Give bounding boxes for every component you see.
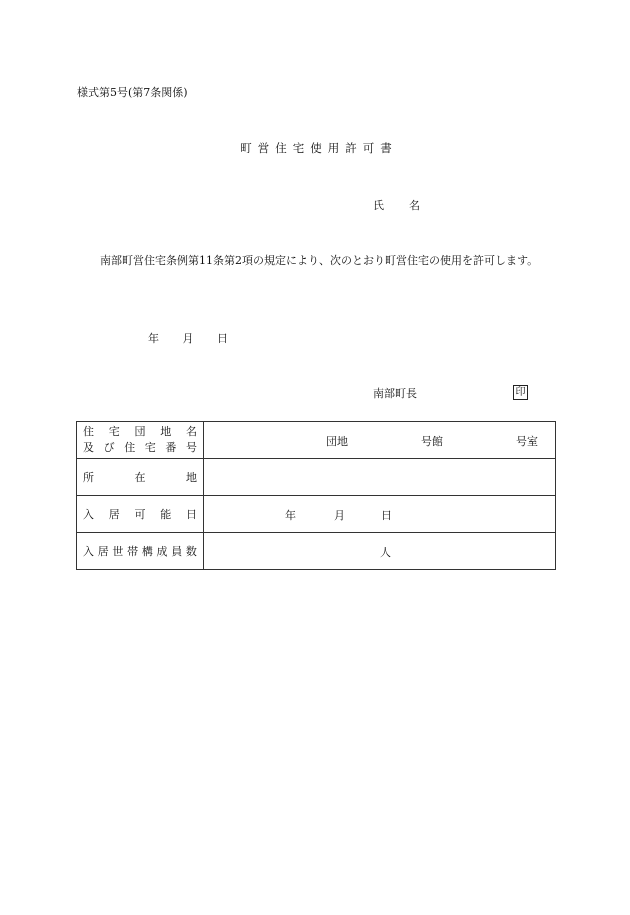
permit-info-table	[76, 421, 556, 570]
table-row	[77, 459, 556, 496]
label-char: 構	[141, 545, 153, 558]
household-label-cell	[77, 533, 204, 570]
household-label	[83, 543, 197, 559]
label-char: 可	[134, 508, 146, 521]
label-char: び	[103, 441, 115, 454]
label-char: 住	[83, 425, 94, 438]
move-in-date-label	[83, 506, 197, 522]
move-in-year-unit: 年	[285, 509, 296, 522]
label-char: 地	[160, 425, 172, 438]
table-row	[77, 496, 556, 533]
label-char: 居	[97, 545, 109, 558]
date-month-label: 月	[182, 332, 194, 345]
document-title: 町営住宅使用許可書	[240, 141, 398, 155]
label-char: 及	[83, 441, 94, 454]
household-value-cell	[204, 533, 556, 570]
label-char: 住	[124, 441, 136, 454]
housing-label-line1	[83, 424, 197, 440]
move-in-date-label-cell	[77, 496, 204, 533]
label-char: 在	[134, 471, 146, 484]
move-in-day-unit: 日	[381, 509, 392, 522]
label-char: 数	[185, 545, 197, 558]
move-in-date-value-cell	[204, 496, 556, 533]
label-char: 帯	[127, 545, 139, 558]
gokan-unit: 号館	[421, 435, 443, 448]
housing-value-cell	[204, 422, 556, 459]
body-text: 南部町営住宅条例第11条第2項の規定により、次のとおり町営住宅の使用を許可します。	[100, 254, 539, 267]
label-char: 宅	[108, 425, 120, 438]
label-char: 宅	[144, 441, 156, 454]
seal-mark: 印	[513, 385, 528, 400]
label-char: 居	[108, 508, 120, 521]
location-label	[83, 469, 197, 485]
label-char: 番	[165, 441, 177, 454]
label-char: 日	[186, 508, 197, 521]
housing-label-cell	[77, 422, 204, 459]
move-in-month-unit: 月	[334, 509, 345, 522]
label-char: 所	[83, 471, 94, 484]
issuer-name: 南部町長	[373, 387, 417, 400]
issue-date	[148, 330, 248, 346]
label-char: 入	[83, 508, 94, 521]
label-char: 号	[185, 441, 197, 454]
date-year-label: 年	[148, 332, 159, 345]
danchi-unit: 団地	[326, 435, 348, 448]
location-label-cell	[77, 459, 204, 496]
label-char: 世	[112, 545, 124, 558]
location-value-cell	[204, 459, 556, 496]
name-label: 氏名	[373, 199, 445, 212]
label-char: 名	[186, 425, 197, 438]
table-row	[77, 533, 556, 570]
table-row	[77, 422, 556, 459]
label-char: 団	[134, 425, 146, 438]
goshitsu-unit: 号室	[516, 435, 538, 448]
label-char: 能	[160, 508, 172, 521]
label-char: 地	[186, 471, 197, 484]
date-day-label: 日	[217, 332, 228, 345]
household-unit: 人	[380, 546, 391, 559]
housing-label-line2	[83, 440, 197, 456]
label-char: 入	[83, 545, 94, 558]
form-number: 様式第5号(第7条関係)	[77, 86, 188, 99]
label-char: 成	[156, 545, 168, 558]
label-char: 員	[171, 545, 183, 558]
